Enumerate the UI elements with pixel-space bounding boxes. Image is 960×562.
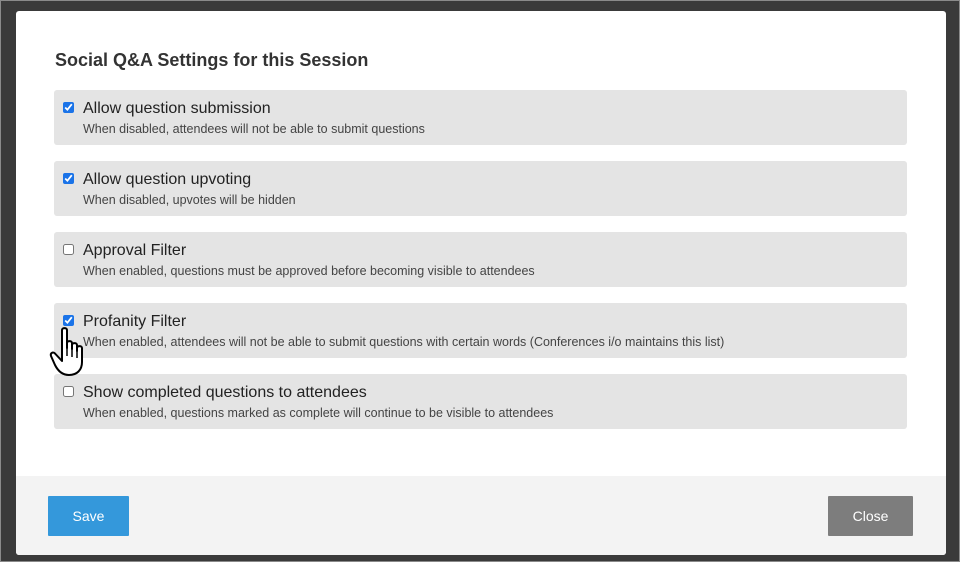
option-label: Approval Filter (83, 242, 187, 259)
options-list (54, 90, 907, 445)
allow-question-upvoting-checkbox[interactable] (63, 173, 74, 184)
option-description: When enabled, questions must be approved before becoming visible to attendees (83, 264, 535, 278)
option-show-completed-questions[interactable] (54, 374, 907, 429)
show-completed-questions-checkbox[interactable] (63, 386, 74, 397)
profanity-filter-checkbox[interactable] (63, 315, 74, 326)
save-button[interactable]: Save (48, 496, 129, 536)
option-label: Allow question upvoting (83, 171, 252, 188)
option-description: When disabled, upvotes will be hidden (83, 193, 296, 207)
dialog-footer (16, 476, 946, 555)
close-button[interactable]: Close (828, 496, 913, 536)
dialog-title: Social Q&A Settings for this Session (55, 50, 369, 70)
option-allow-question-upvoting[interactable] (54, 161, 907, 216)
option-description: When enabled, questions marked as complete will continue to be visible to attendees (83, 406, 554, 420)
option-description: When enabled, attendees will not be able to submit questions with certain words (Conferences i/o maintains this list) (83, 335, 725, 349)
option-label: Profanity Filter (83, 313, 187, 330)
option-approval-filter[interactable] (54, 232, 907, 287)
option-allow-question-submission[interactable] (54, 90, 907, 145)
option-label: Show completed questions to attendees (83, 384, 367, 401)
option-label: Allow question submission (83, 100, 271, 117)
option-description: When disabled, attendees will not be able to submit questions (83, 122, 425, 136)
settings-dialog (16, 11, 946, 555)
allow-question-submission-checkbox[interactable] (63, 102, 74, 113)
option-profanity-filter[interactable] (54, 303, 907, 358)
approval-filter-checkbox[interactable] (63, 244, 74, 255)
